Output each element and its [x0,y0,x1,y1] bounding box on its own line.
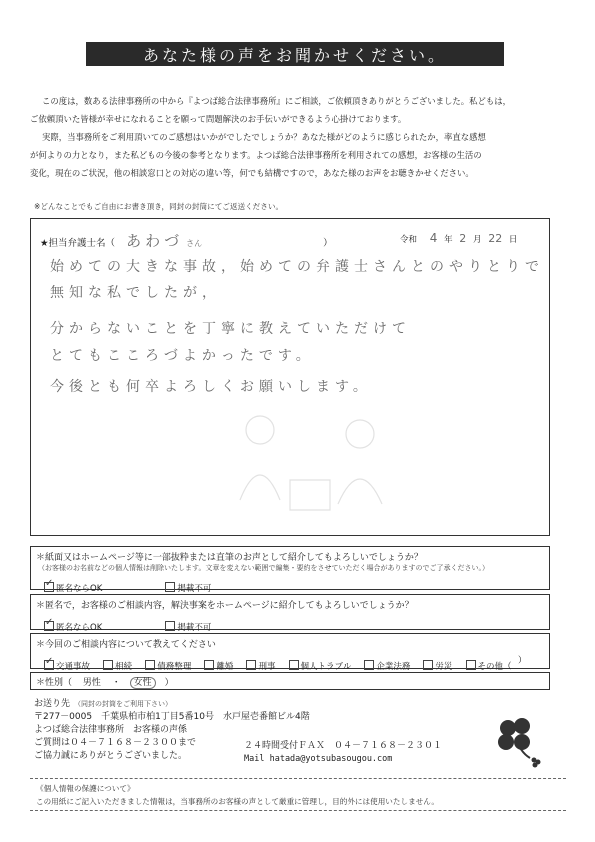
q3-option-inheritance[interactable] [103,660,132,672]
intro-line: が何よりの力となり，また私どもの今後の参考となります。よつば総合法律事務所を利用されての感想，お客様の生活の [30,150,482,160]
q2-option-anonymous[interactable] [44,621,102,633]
year-unit: 年 [444,235,453,245]
checkbox-icon[interactable] [466,660,476,670]
divider [30,810,566,811]
year-value: 4 [429,231,438,245]
address-title-note: （同封の封筒をご利用下さい） [74,700,173,708]
gender-female-option-circled[interactable]: 女性 [130,677,156,689]
page-title: あなた様の声をお聞かせください。 [86,42,504,66]
lawyer-label-text: ★担当弁護士名（ [40,238,116,249]
checkbox-checked-icon[interactable] [44,621,54,631]
checkbox-checked-icon[interactable] [44,660,54,670]
day-unit: 日 [508,235,518,245]
privacy-text: この用紙にご記入いただきました情報は，当事務所のお客様の声として厳重に管理し，目的外には使用いたしません。 [36,797,439,806]
handwriting-line: 分からないことを丁寧に教えていただけて [50,321,411,337]
lawyer-label-close: ） [323,238,333,249]
q2-option-label: 掲載不可 [177,623,212,633]
mail-line: Mail hatada@yotsubasougou.com [244,754,393,764]
gender-male-option[interactable]: 男性 [82,678,101,688]
q1-option-decline[interactable] [165,582,211,594]
address-line: よつば総合法律事務所 お客様の声係 [34,725,188,735]
gender-label: ＊性別（ [36,678,73,688]
q3-option-other[interactable] [466,660,512,672]
handwriting-line: 無知な私でしたが， [50,285,221,301]
q2-option-decline[interactable] [165,621,211,633]
faint-illustration [230,410,400,520]
checkbox-icon[interactable] [423,660,433,670]
q3-option-label: 交通事故 [56,662,91,672]
address-line: 〒277－0005 千葉県柏市柏1丁目5番10号 水戸屋壱番館ビル4階 [34,712,310,722]
intro-paragraph-2 [30,128,575,182]
phone-line: ご質問は０４－７１６８－２３００まで [34,738,197,748]
address-title: お送り先 [34,699,71,709]
q3-option-label: 債務整理 [157,662,192,672]
q3-option-workers-comp[interactable] [423,660,452,672]
free-writing-note: ※どんなことでもご自由にお書き頂き，同封の封筒にてご返送ください。 [34,202,284,211]
q3-option-personal-trouble[interactable] [289,660,352,672]
q3-option-label: 企業法務 [376,662,411,672]
checkbox-checked-icon[interactable] [44,582,54,592]
q3-option-label: 個人トラブル [300,662,352,672]
q2-option-label: 匿名ならOK [56,623,103,633]
divider [30,778,566,779]
intro-line: この度は，数ある法律事務所の中から『よつば総合法律事務所』にご相談，ご依頼頂きありがとうございました。私どもは， [42,96,511,106]
q3-option-divorce[interactable] [204,660,233,672]
clover-icon [492,712,544,768]
era-label: 令和 [400,235,418,245]
q1-option-label: 掲載不可 [177,584,212,594]
privacy-title: 《個人情報の保護について》 [36,784,135,793]
checkbox-icon[interactable] [289,660,299,670]
question-2-text: ＊匿名で，お客様のご相談内容，解決事案をホームページに紹介してもよろしいでしょうか？ [36,601,414,611]
q3-option-traffic[interactable] [44,660,90,672]
gender-field [36,675,174,688]
checkbox-icon[interactable] [204,660,214,670]
question-1-note: （お客様のお名前などの個人情報は削除いたします。文章を変えない範囲で編集・要約をさせていただく場合がありますのでご了承ください。） [38,564,489,572]
q3-option-corporate[interactable] [364,660,410,672]
checkbox-icon[interactable] [103,660,113,670]
fax-line: ２４時間受付ＦＡＸ ０４－７１６８－２３０１ [244,741,443,751]
month-unit: 月 [472,235,482,245]
lawyer-name-handwritten: あわづ [126,232,184,250]
checkbox-icon[interactable] [145,660,155,670]
month-value: 2 [459,232,467,245]
checkbox-icon[interactable] [165,582,175,592]
question-2-options [44,615,223,634]
q1-option-label: 匿名ならOK [56,584,103,594]
handwriting-line: 今後とも何卒よろしくお願いします。 [50,379,372,395]
q3-option-label: 労災 [435,662,453,672]
intro-line: ご依頼頂いた皆様が幸せになれることを願って問題解決のお手伝いができるよう心掛けております。 [30,114,407,124]
checkbox-icon[interactable] [246,660,256,670]
intro-paragraph-1 [30,92,575,128]
day-value: 22 [488,232,503,245]
q3-option-criminal[interactable] [246,660,275,672]
intro-line: 実際，当事務所をご利用頂いてのご感想はいかがでしたでしょうか？あなた様がどのように感じられたか，率直な感想 [42,132,486,142]
handwriting-line: とてもこころづよかったです。 [50,348,315,364]
gender-close: ） [164,678,174,688]
checkbox-icon[interactable] [165,621,175,631]
question-1-text: ＊紙面又はホームページ等に一部抜粋または直筆のお声として紹介してもよろしいでしょうか？ [36,553,423,563]
question-1-options [44,576,223,595]
q1-option-anonymous[interactable] [44,582,102,594]
q3-option-label: 相続 [115,662,133,672]
checkbox-icon[interactable] [364,660,374,670]
lawyer-name-label [40,230,333,251]
q3-option-label: その他（ [477,662,512,672]
question-3-options [44,654,512,673]
q3-other-close: ） [518,656,527,666]
handwriting-line: 始めての大きな事故，始めての弁護士さんとのやりとりで [50,259,544,275]
q3-option-label: 刑事 [258,662,276,672]
lawyer-honorific-handwritten: さん [186,239,203,248]
date-field [400,231,517,245]
intro-line: 変化，現在のご状況，他の相談窓口との対応の違い等，何でも結構ですので，あなた様のお声をお聴きかせください。 [30,168,474,178]
question-3-text: ＊今回のご相談内容について教えてください [36,640,216,650]
thanks-line: ご協力誠にありがとうございました。 [34,751,188,761]
q3-option-debt[interactable] [145,660,191,672]
gender-separator: ・ [111,678,121,688]
q3-option-label: 離婚 [216,662,234,672]
